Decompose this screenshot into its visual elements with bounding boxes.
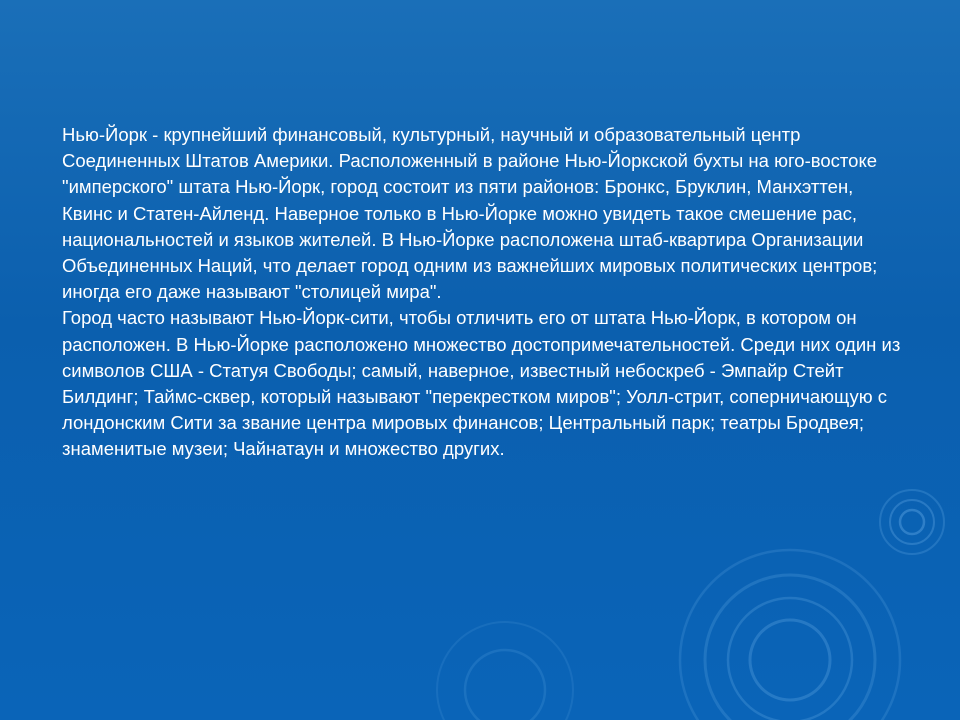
- paragraph-2: Город часто называют Нью-Йорк-сити, чтобы отличить его от штата Нью-Йорк, в котором он расположен. В Нью-Йорке расположено множество достопримечательностей. Среди них один из символов США - Статуя Свободы; самый, наверное, известный небоскреб - Эмпайр Стейт Билдинг; Таймс-сквер, который называют "перекрестком миров"; Уолл-стрит, соперничающую с лондонским Сити за звание центра мировых финансов; Центральный парк; театры Бродвея; знаменитые музеи; Чайнатаун и множество других.: [62, 307, 901, 460]
- ripple-small: [880, 490, 944, 554]
- paragraph-1: Нью-Йорк - крупнейший финансовый, культурный, научный и образовательный центр Соединенных Штатов Америки. Расположенный в районе Нью-Йоркской бухты на юго-востоке "имперского" штата Нью-Йорк, город состоит из пяти районов: Бронкс, Бруклин, Манхэттен, Квинс и Статен-Айленд. Наверное только в Нью-Йорке можно увидеть такое смешение рас, национальностей и языков жителей. В Нью-Йорке расположена штаб-квартира Организации Объединенных Наций, что делает город одним из важнейших мировых политических центров; иногда его даже называют "столицей мира".: [62, 124, 878, 303]
- slide-body-text: [62, 122, 902, 463]
- ripple-large: [680, 550, 900, 720]
- ripple-bottom-left: [437, 622, 573, 720]
